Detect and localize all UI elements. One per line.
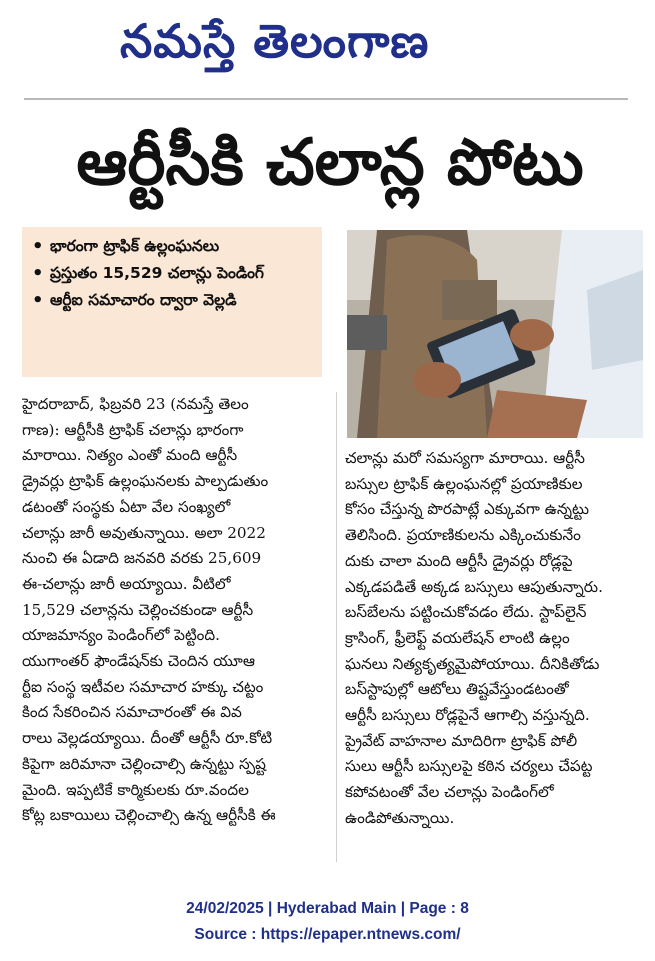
masthead-title: నమస్తే తెలంగాణ — [120, 14, 430, 68]
article-line: హైదరాబాద్, ఫిబ్రవరి 23 (నమస్తే తెలం — [22, 395, 249, 413]
article-line: తెలిసింది. ప్రయాణికులను ఎక్కించుకునేం — [345, 526, 581, 545]
article-line: నుంచి ఈ ఏడాది జనవరి వరకు 25,609 — [22, 549, 262, 568]
article-line: రాలు వెల్లడయ్యాయి. దీంతో ఆర్టీసీ రూ.కోటి — [22, 729, 273, 748]
article-line: ఘనలు నిత్యకృత్యమైపోయాయి. దీనికితోడు — [345, 654, 600, 673]
article-line: యుగాంతర్ ఫౌండేషన్‌కు చెందిన యూఆ — [22, 652, 255, 671]
article-line: మైంది. ఇప్పటికే కార్మికులకు రూ.వందల — [22, 780, 249, 799]
article-line: సులు ఆర్టీసీ బస్సులపై కఠిన చర్యలు చేపట్ట — [345, 757, 593, 776]
article-line: చలాన్లు జారీ అవుతున్నాయి. అలా 2022 — [22, 523, 266, 542]
article-line: గాణ): ఆర్టీసీకి ట్రాఫిక్ చలాన్లు భారంగా — [22, 420, 244, 439]
article-line: ఎక్కడపడితే అక్కడ బస్సులు ఆపుతున్నారు. — [345, 577, 603, 596]
highlight-text: ఆర్టీఐ సమాచారం ద్వారా వెల్లడి — [50, 291, 237, 309]
footer-source-link[interactable]: Source : https://epaper.ntnews.com/ — [194, 926, 461, 943]
article-line: దుకు చాలా మంది ఆర్టీసీ డ్రైవర్లు రోడ్లపై — [345, 551, 573, 570]
highlight-item — [30, 287, 316, 314]
article-line: చలాన్లు మరో సమస్యగా మారాయి. ఆర్టీసీ — [345, 449, 585, 467]
article-line: కింద సేకరించిన సమాచారంతో ఈ వివ — [22, 703, 242, 722]
article-line: క్రాసింగ్, ఫ్రీలెఫ్ట్ వయలేషన్ లాంటి ఉల్లం — [345, 628, 570, 647]
highlights-box — [22, 227, 322, 377]
article-line: మారాయి. నిత్యం ఎంతో మంది ఆర్టీసీ — [22, 446, 238, 465]
article-line: కోట్ల బకాయిలు చెల్లించాల్సి ఉన్న ఆర్టీసీకి ఈ — [22, 806, 276, 825]
article-line: కిపైగా జరిమానా చెల్లించాల్సి ఉన్నట్టు స్పష్ట — [22, 754, 266, 773]
masthead-divider — [24, 98, 628, 100]
article-line: ఈ-చలాన్లు జారీ అయ్యాయి. వీటిలో — [22, 574, 231, 593]
article-line: కపోవటంతో వేల చలాన్లు పెండింగ్‌లో — [345, 783, 554, 802]
footer — [0, 896, 655, 948]
article-line: బస్‌బేలను పట్టించుకోవడం లేదు. స్టాప్‌లైన్ — [345, 603, 587, 622]
article-line: డటంతో సంస్థకు ఏటా వేల సంఖ్యలో — [22, 497, 231, 516]
article-line: బస్‌స్టాపుల్లో ఆటోలు తిష్టవేస్తుండటంతో — [345, 680, 569, 699]
highlight-text: భారంగా ట్రాఫిక్ ఉల్లంఘనలు — [50, 237, 220, 255]
footer-edition-info: 24/02/2025 | Hyderabad Main | Page : 8 — [186, 900, 469, 917]
bullet-icon: • — [32, 236, 44, 257]
highlight-item — [30, 260, 316, 287]
traffic-police-photo — [347, 230, 643, 438]
article-line: డ్రైవర్లు ట్రాఫిక్ ఉల్లంఘనలకు పాల్పడుతుం — [22, 472, 269, 491]
article-line: ప్రైవేట్ వాహనాల మాదిరిగా ట్రాఫిక్ పోలీ — [345, 731, 578, 750]
highlight-text: ప్రస్తుతం 15,529 చలాన్లు పెండింగ్ — [50, 264, 264, 282]
masthead-logo — [120, 8, 540, 74]
highlight-item — [30, 233, 316, 260]
article-line: 15,529 చలాన్లను చెల్లించకుండా ఆర్టీసీ — [22, 600, 254, 619]
article-column-right — [345, 446, 645, 832]
bullet-icon: • — [32, 290, 44, 311]
article-column-left — [22, 392, 334, 829]
column-divider — [336, 392, 337, 862]
news-photo — [347, 230, 643, 438]
article-line: ర్టీఐ సంస్థ ఇటీవల సమాచార హక్కు చట్టం — [22, 677, 264, 696]
article-line: ఉండిపోతున్నాయి. — [345, 808, 455, 827]
bullet-icon: • — [32, 263, 44, 284]
article-line: బస్సుల ట్రాఫిక్ ఉల్లంఘనల్లో ప్రయాణికుల — [345, 474, 583, 493]
headline: ఆర్టీసీకి చలాన్ల పోటు — [76, 126, 584, 200]
article-line: యాజమాన్యం పెండింగ్‌లో పెట్టింది. — [22, 626, 220, 645]
article-line: ఆర్టీసీ బస్సులు రోడ్లపైనే ఆగాల్సి వస్తున్నది. — [345, 706, 590, 725]
article-line: కోసం చేస్తున్న పొరపాట్లే ఎక్కువగా ఉన్నట్టు — [345, 500, 590, 519]
